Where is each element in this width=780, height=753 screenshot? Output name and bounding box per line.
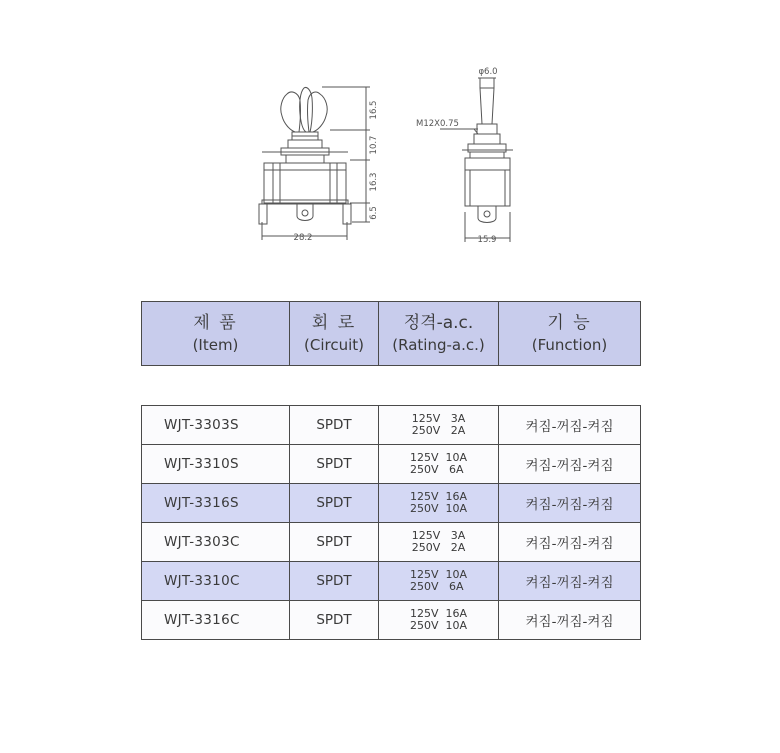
- dimension-label: 28.2: [293, 233, 313, 243]
- function-cell: 켜짐-꺼짐-켜짐: [499, 406, 641, 445]
- item-cell: WJT-3303C: [142, 523, 290, 562]
- dimension-label: 10.7: [369, 135, 379, 155]
- item-cell: WJT-3303S: [142, 406, 290, 445]
- function-cell: 켜짐-꺼짐-켜짐: [499, 562, 641, 601]
- table-row: [142, 523, 641, 562]
- function-cell: 켜짐-꺼짐-켜짐: [499, 523, 641, 562]
- circuit-cell: SPDT: [290, 445, 379, 484]
- header-rating: 정격-a.c. (Rating-a.c.): [379, 302, 499, 366]
- dimension-label: 6.5: [369, 206, 379, 220]
- header-circuit: 회 로 (Circuit): [290, 302, 379, 366]
- dimension-label: 15.9: [477, 235, 497, 245]
- spec-body-table: [141, 405, 641, 640]
- header-item: 제 품 (Item): [142, 302, 290, 366]
- circuit-cell: SPDT: [290, 601, 379, 640]
- circuit-cell: SPDT: [290, 523, 379, 562]
- dimension-label: M12X0.75: [416, 119, 459, 129]
- table-row: [142, 484, 641, 523]
- item-cell: WJT-3310S: [142, 445, 290, 484]
- header-function: 기 능 (Function): [499, 302, 641, 366]
- rating-cell: 125V 3A 250V 2A: [379, 523, 499, 562]
- dimension-label: 16.3: [369, 172, 379, 192]
- front-view-drawing: [440, 78, 513, 242]
- function-cell: 켜짐-꺼짐-켜짐: [499, 445, 641, 484]
- rating-cell: 125V 10A 250V 6A: [379, 445, 499, 484]
- rating-cell: 125V 16A 250V 10A: [379, 484, 499, 523]
- item-cell: WJT-3310C: [142, 562, 290, 601]
- table-row: [142, 562, 641, 601]
- item-cell: WJT-3316S: [142, 484, 290, 523]
- toggle-switch-drawing: [0, 0, 780, 270]
- rating-cell: 125V 16A 250V 10A: [379, 601, 499, 640]
- dimension-label: φ6.0: [478, 67, 498, 77]
- side-view-drawing: [259, 87, 370, 240]
- table-row: [142, 445, 641, 484]
- item-cell: WJT-3316C: [142, 601, 290, 640]
- circuit-cell: SPDT: [290, 484, 379, 523]
- table-row: [142, 601, 641, 640]
- dimension-label: 16.5: [369, 100, 379, 120]
- rating-cell: 125V 10A 250V 6A: [379, 562, 499, 601]
- circuit-cell: SPDT: [290, 406, 379, 445]
- function-cell: 켜짐-꺼짐-켜짐: [499, 601, 641, 640]
- table-row: [142, 406, 641, 445]
- spec-header-table: [141, 301, 641, 366]
- circuit-cell: SPDT: [290, 562, 379, 601]
- rating-cell: 125V 3A 250V 2A: [379, 406, 499, 445]
- function-cell: 켜짐-꺼짐-켜짐: [499, 484, 641, 523]
